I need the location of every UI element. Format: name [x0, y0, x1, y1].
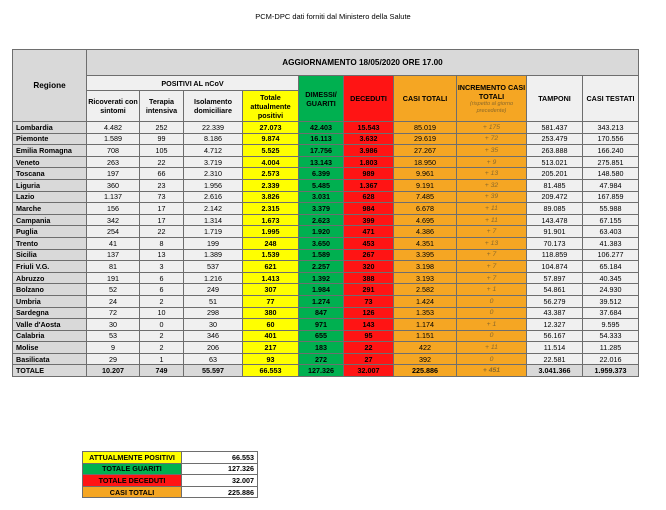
cell-tamponi: 104.874	[527, 261, 583, 273]
cell-incremento: + 175	[457, 122, 527, 134]
cell-ricoverati: 81	[87, 261, 140, 273]
summary-value: 225.886	[182, 486, 258, 498]
summary-label: TOTALE DECEDUTI	[83, 475, 182, 487]
table-row	[13, 168, 639, 180]
cell-isolamento: 63	[184, 353, 243, 365]
cell-deceduti: 989	[344, 168, 394, 180]
header-terapia: Terapia intensiva	[140, 91, 184, 122]
cell-dimessi: 3.379	[299, 203, 344, 215]
cell-ricoverati: 30	[87, 319, 140, 331]
cell-ricoverati: 53	[87, 330, 140, 342]
cell-casi-totali: 9.191	[394, 179, 457, 191]
cell-tamponi: 118.859	[527, 249, 583, 261]
cell-tamponi: 205.201	[527, 168, 583, 180]
cell-tamponi: 22.581	[527, 353, 583, 365]
cell-totale-positivi: 2.339	[243, 179, 299, 191]
cell-totale-positivi: 217	[243, 342, 299, 354]
cell-isolamento: 1.216	[184, 272, 243, 284]
cell-deceduti: 27	[344, 353, 394, 365]
summary-value: 127.326	[182, 463, 258, 475]
cell-ricoverati: 254	[87, 226, 140, 238]
cell-incremento: 0	[457, 353, 527, 365]
cell-terapia: 17	[140, 203, 184, 215]
cell-casi-testati: 11.285	[583, 342, 639, 354]
cell-isolamento: 298	[184, 307, 243, 319]
cell-tamponi: 581.437	[527, 122, 583, 134]
cell-dimessi: 5.485	[299, 179, 344, 191]
cell-dimessi: 3.650	[299, 237, 344, 249]
totals-deceduti: 32.007	[344, 365, 394, 377]
region-name: Lombardia	[13, 122, 87, 134]
cell-terapia: 2	[140, 342, 184, 354]
cell-totale-positivi: 621	[243, 261, 299, 273]
totals-casi-totali: 225.886	[394, 365, 457, 377]
cell-isolamento: 346	[184, 330, 243, 342]
table-row	[13, 214, 639, 226]
cell-ricoverati: 29	[87, 353, 140, 365]
cell-tamponi: 54.861	[527, 284, 583, 296]
region-name: Lazio	[13, 191, 87, 203]
cell-incremento: + 11	[457, 203, 527, 215]
cell-terapia: 3	[140, 261, 184, 273]
cell-isolamento: 2.310	[184, 168, 243, 180]
table-row	[13, 284, 639, 296]
cell-tamponi: 57.897	[527, 272, 583, 284]
header-positivi-group: POSITIVI AL nCoV	[87, 76, 299, 91]
cell-incremento: + 72	[457, 133, 527, 145]
table-row	[13, 249, 639, 261]
region-name: Veneto	[13, 156, 87, 168]
cell-terapia: 105	[140, 145, 184, 157]
cell-casi-totali: 27.267	[394, 145, 457, 157]
cell-deceduti: 95	[344, 330, 394, 342]
cell-deceduti: 320	[344, 261, 394, 273]
cell-casi-totali: 3.193	[394, 272, 457, 284]
totals-tamponi: 3.041.366	[527, 365, 583, 377]
cell-tamponi: 81.485	[527, 179, 583, 191]
cell-ricoverati: 9	[87, 342, 140, 354]
cell-dimessi: 1.589	[299, 249, 344, 261]
cell-totale-positivi: 3.826	[243, 191, 299, 203]
cell-ricoverati: 263	[87, 156, 140, 168]
cell-dimessi: 847	[299, 307, 344, 319]
summary-value: 32.007	[182, 475, 258, 487]
cell-terapia: 1	[140, 353, 184, 365]
cell-terapia: 13	[140, 249, 184, 261]
cell-casi-testati: 65.184	[583, 261, 639, 273]
cell-ricoverati: 137	[87, 249, 140, 261]
cell-terapia: 8	[140, 237, 184, 249]
region-name: Friuli V.G.	[13, 261, 87, 273]
cell-dimessi: 2.257	[299, 261, 344, 273]
table-row	[13, 145, 639, 157]
summary-row	[83, 452, 258, 464]
cell-casi-testati: 9.595	[583, 319, 639, 331]
cell-deceduti: 22	[344, 342, 394, 354]
cell-casi-testati: 22.016	[583, 353, 639, 365]
cell-casi-testati: 148.580	[583, 168, 639, 180]
cell-ricoverati: 708	[87, 145, 140, 157]
region-name: Campania	[13, 214, 87, 226]
cell-incremento: 0	[457, 330, 527, 342]
cell-deceduti: 126	[344, 307, 394, 319]
region-name: Marche	[13, 203, 87, 215]
cell-dimessi: 13.143	[299, 156, 344, 168]
cell-incremento: + 1	[457, 319, 527, 331]
cell-incremento: + 13	[457, 168, 527, 180]
cell-incremento: + 7	[457, 226, 527, 238]
summary-table	[82, 451, 258, 498]
table-row	[13, 295, 639, 307]
cell-incremento: + 35	[457, 145, 527, 157]
cell-incremento: + 32	[457, 179, 527, 191]
totals-casi-testati: 1.959.373	[583, 365, 639, 377]
cell-ricoverati: 1.589	[87, 133, 140, 145]
cell-incremento: + 7	[457, 272, 527, 284]
cell-totale-positivi: 1.413	[243, 272, 299, 284]
cell-terapia: 73	[140, 191, 184, 203]
cell-casi-totali: 4.351	[394, 237, 457, 249]
table-row	[13, 319, 639, 331]
cell-deceduti: 471	[344, 226, 394, 238]
cell-casi-totali: 6.678	[394, 203, 457, 215]
totals-terapia: 749	[140, 365, 184, 377]
cell-isolamento: 22.339	[184, 122, 243, 134]
cell-incremento: 0	[457, 307, 527, 319]
cell-casi-testati: 37.684	[583, 307, 639, 319]
cell-totale-positivi: 1.673	[243, 214, 299, 226]
table-row	[13, 353, 639, 365]
region-name: Abruzzo	[13, 272, 87, 284]
cell-casi-totali: 85.019	[394, 122, 457, 134]
header-casi-totali: CASI TOTALI	[394, 76, 457, 122]
cell-incremento: + 11	[457, 214, 527, 226]
region-name: Liguria	[13, 179, 87, 191]
cell-casi-testati: 55.988	[583, 203, 639, 215]
cell-isolamento: 3.719	[184, 156, 243, 168]
cell-casi-testati: 54.333	[583, 330, 639, 342]
cell-isolamento: 199	[184, 237, 243, 249]
cell-totale-positivi: 1.995	[243, 226, 299, 238]
cell-casi-totali: 29.619	[394, 133, 457, 145]
header-incremento-title: INCREMENTO CASI TOTALI	[457, 82, 526, 101]
cell-casi-testati: 24.930	[583, 284, 639, 296]
cell-ricoverati: 41	[87, 237, 140, 249]
cell-isolamento: 206	[184, 342, 243, 354]
cell-dimessi: 971	[299, 319, 344, 331]
cell-tamponi: 12.327	[527, 319, 583, 331]
cell-ricoverati: 52	[87, 284, 140, 296]
cell-tamponi: 56.279	[527, 295, 583, 307]
cell-totale-positivi: 380	[243, 307, 299, 319]
table-row	[13, 191, 639, 203]
cell-isolamento: 1.314	[184, 214, 243, 226]
cell-dimessi: 1.392	[299, 272, 344, 284]
region-name: Molise	[13, 342, 87, 354]
cell-totale-positivi: 60	[243, 319, 299, 331]
cell-dimessi: 272	[299, 353, 344, 365]
cell-deceduti: 291	[344, 284, 394, 296]
region-name: Basilicata	[13, 353, 87, 365]
header-incremento	[457, 76, 527, 122]
cell-deceduti: 453	[344, 237, 394, 249]
cell-isolamento: 1.389	[184, 249, 243, 261]
table-row	[13, 272, 639, 284]
cell-ricoverati: 1.137	[87, 191, 140, 203]
header-isolamento: Isolamento domiciliare	[184, 91, 243, 122]
cell-totale-positivi: 248	[243, 237, 299, 249]
cell-deceduti: 267	[344, 249, 394, 261]
region-name: Trento	[13, 237, 87, 249]
region-name: Umbria	[13, 295, 87, 307]
summary-row	[83, 475, 258, 487]
cell-casi-totali: 392	[394, 353, 457, 365]
cell-deceduti: 15.543	[344, 122, 394, 134]
cell-dimessi: 42.403	[299, 122, 344, 134]
cell-casi-testati: 167.859	[583, 191, 639, 203]
summary-label: CASI TOTALI	[83, 486, 182, 498]
cell-dimessi: 183	[299, 342, 344, 354]
cell-tamponi: 11.514	[527, 342, 583, 354]
cell-deceduti: 628	[344, 191, 394, 203]
summary-label: ATTUALMENTE POSITIVI	[83, 452, 182, 464]
cell-casi-totali: 4.695	[394, 214, 457, 226]
header-incremento-note: (rispetto al giorno precedente)	[469, 100, 514, 114]
cell-incremento: 0	[457, 295, 527, 307]
region-name: Piemonte	[13, 133, 87, 145]
cell-casi-testati: 41.383	[583, 237, 639, 249]
cell-tamponi: 56.167	[527, 330, 583, 342]
cell-dimessi: 1.920	[299, 226, 344, 238]
cell-dimessi: 2.623	[299, 214, 344, 226]
cell-ricoverati: 24	[87, 295, 140, 307]
cell-isolamento: 30	[184, 319, 243, 331]
table-row	[13, 179, 639, 191]
cell-totale-positivi: 27.073	[243, 122, 299, 134]
cell-casi-totali: 1.353	[394, 307, 457, 319]
cell-tamponi: 43.387	[527, 307, 583, 319]
cell-deceduti: 388	[344, 272, 394, 284]
cell-isolamento: 537	[184, 261, 243, 273]
region-name: Emilia Romagna	[13, 145, 87, 157]
cell-totale-positivi: 1.539	[243, 249, 299, 261]
cell-casi-testati: 39.512	[583, 295, 639, 307]
cell-tamponi: 91.901	[527, 226, 583, 238]
region-name: Valle d'Aosta	[13, 319, 87, 331]
table-row	[13, 261, 639, 273]
cell-casi-testati: 40.345	[583, 272, 639, 284]
cell-totale-positivi: 401	[243, 330, 299, 342]
header-totale-positivi: Totale attualmente positivi	[243, 91, 299, 122]
table-row	[13, 237, 639, 249]
cell-totale-positivi: 93	[243, 353, 299, 365]
cell-incremento: + 7	[457, 261, 527, 273]
cell-dimessi: 6.399	[299, 168, 344, 180]
cell-ricoverati: 4.482	[87, 122, 140, 134]
cell-terapia: 17	[140, 214, 184, 226]
summary-label: TOTALE GUARITI	[83, 463, 182, 475]
cell-casi-totali: 3.198	[394, 261, 457, 273]
cell-deceduti: 399	[344, 214, 394, 226]
cell-terapia: 10	[140, 307, 184, 319]
cell-isolamento: 8.186	[184, 133, 243, 145]
cell-isolamento: 2.142	[184, 203, 243, 215]
totals-label: TOTALE	[13, 365, 87, 377]
cell-totale-positivi: 307	[243, 284, 299, 296]
cell-tamponi: 209.472	[527, 191, 583, 203]
cell-terapia: 2	[140, 295, 184, 307]
totals-dimessi: 127.326	[299, 365, 344, 377]
cell-casi-testati: 63.403	[583, 226, 639, 238]
cell-totale-positivi: 2.315	[243, 203, 299, 215]
cell-ricoverati: 342	[87, 214, 140, 226]
cell-deceduti: 73	[344, 295, 394, 307]
header-ricoverati: Ricoverati con sintomi	[87, 91, 140, 122]
cell-dimessi: 16.113	[299, 133, 344, 145]
region-name: Calabria	[13, 330, 87, 342]
header-dimessi: DIMESSI/ GUARITI	[299, 76, 344, 122]
cell-terapia: 23	[140, 179, 184, 191]
cell-tamponi: 513.021	[527, 156, 583, 168]
cell-totale-positivi: 9.874	[243, 133, 299, 145]
summary-value: 66.553	[182, 452, 258, 464]
cell-dimessi: 1.984	[299, 284, 344, 296]
cell-deceduti: 3.632	[344, 133, 394, 145]
cell-terapia: 6	[140, 272, 184, 284]
cell-casi-totali: 1.174	[394, 319, 457, 331]
totals-totale-positivi: 66.553	[243, 365, 299, 377]
cell-deceduti: 3.986	[344, 145, 394, 157]
cell-ricoverati: 156	[87, 203, 140, 215]
cell-totale-positivi: 77	[243, 295, 299, 307]
table-row	[13, 307, 639, 319]
cell-incremento: + 1	[457, 284, 527, 296]
cell-casi-testati: 106.277	[583, 249, 639, 261]
region-name: Puglia	[13, 226, 87, 238]
cell-totale-positivi: 5.525	[243, 145, 299, 157]
cell-terapia: 0	[140, 319, 184, 331]
table-row	[13, 203, 639, 215]
region-name: Sardegna	[13, 307, 87, 319]
table-row	[13, 330, 639, 342]
cell-isolamento: 1.719	[184, 226, 243, 238]
table-row	[13, 156, 639, 168]
region-name: Sicilia	[13, 249, 87, 261]
header-tamponi: TAMPONI	[527, 76, 583, 122]
summary-row	[83, 486, 258, 498]
cell-casi-testati: 67.155	[583, 214, 639, 226]
table-row	[13, 226, 639, 238]
header-casi-testati: CASI TESTATI	[583, 76, 639, 122]
cell-terapia: 22	[140, 156, 184, 168]
cell-isolamento: 1.956	[184, 179, 243, 191]
cell-terapia: 252	[140, 122, 184, 134]
cell-casi-testati: 47.984	[583, 179, 639, 191]
cell-casi-totali: 3.395	[394, 249, 457, 261]
cell-incremento: + 7	[457, 249, 527, 261]
cell-deceduti: 143	[344, 319, 394, 331]
cell-casi-totali: 422	[394, 342, 457, 354]
header-update: AGGIORNAMENTO 18/05/2020 ORE 17.00	[87, 50, 639, 76]
cell-deceduti: 984	[344, 203, 394, 215]
cell-deceduti: 1.803	[344, 156, 394, 168]
totals-row	[13, 365, 639, 377]
table-row	[13, 133, 639, 145]
cell-casi-testati: 166.240	[583, 145, 639, 157]
cell-dimessi: 655	[299, 330, 344, 342]
cell-terapia: 2	[140, 330, 184, 342]
cell-isolamento: 249	[184, 284, 243, 296]
cell-casi-totali: 18.950	[394, 156, 457, 168]
cell-terapia: 6	[140, 284, 184, 296]
cell-dimessi: 17.756	[299, 145, 344, 157]
cell-dimessi: 3.031	[299, 191, 344, 203]
cell-incremento: + 11	[457, 342, 527, 354]
cell-terapia: 66	[140, 168, 184, 180]
cell-casi-totali: 1.424	[394, 295, 457, 307]
cell-incremento: + 13	[457, 237, 527, 249]
totals-incremento: + 451	[457, 365, 527, 377]
source-caption: PCM-DPC dati forniti dal Ministero della Salute	[255, 12, 411, 21]
cell-totale-positivi: 4.004	[243, 156, 299, 168]
cell-ricoverati: 191	[87, 272, 140, 284]
cell-casi-totali: 4.386	[394, 226, 457, 238]
cell-isolamento: 4.712	[184, 145, 243, 157]
cell-casi-totali: 1.151	[394, 330, 457, 342]
header-regione: Regione	[13, 50, 87, 122]
cell-tamponi: 263.888	[527, 145, 583, 157]
header-deceduti: DECEDUTI	[344, 76, 394, 122]
cell-ricoverati: 72	[87, 307, 140, 319]
cell-terapia: 22	[140, 226, 184, 238]
cell-incremento: + 39	[457, 191, 527, 203]
cell-casi-totali: 7.485	[394, 191, 457, 203]
totals-isolamento: 55.597	[184, 365, 243, 377]
cell-ricoverati: 197	[87, 168, 140, 180]
region-name: Bolzano	[13, 284, 87, 296]
cell-casi-testati: 170.556	[583, 133, 639, 145]
cell-dimessi: 1.274	[299, 295, 344, 307]
cell-casi-testati: 343.213	[583, 122, 639, 134]
cell-incremento: + 9	[457, 156, 527, 168]
cell-totale-positivi: 2.573	[243, 168, 299, 180]
covid-region-table	[12, 49, 639, 377]
cell-ricoverati: 360	[87, 179, 140, 191]
cell-deceduti: 1.367	[344, 179, 394, 191]
summary-row	[83, 463, 258, 475]
cell-casi-totali: 9.961	[394, 168, 457, 180]
table-row	[13, 122, 639, 134]
table-row	[13, 342, 639, 354]
region-rows	[13, 122, 639, 365]
cell-tamponi: 89.085	[527, 203, 583, 215]
cell-casi-totali: 2.582	[394, 284, 457, 296]
cell-isolamento: 2.616	[184, 191, 243, 203]
cell-terapia: 99	[140, 133, 184, 145]
cell-tamponi: 143.478	[527, 214, 583, 226]
region-name: Toscana	[13, 168, 87, 180]
totals-ricoverati: 10.207	[87, 365, 140, 377]
cell-tamponi: 70.173	[527, 237, 583, 249]
cell-casi-testati: 275.851	[583, 156, 639, 168]
cell-isolamento: 51	[184, 295, 243, 307]
cell-tamponi: 253.479	[527, 133, 583, 145]
